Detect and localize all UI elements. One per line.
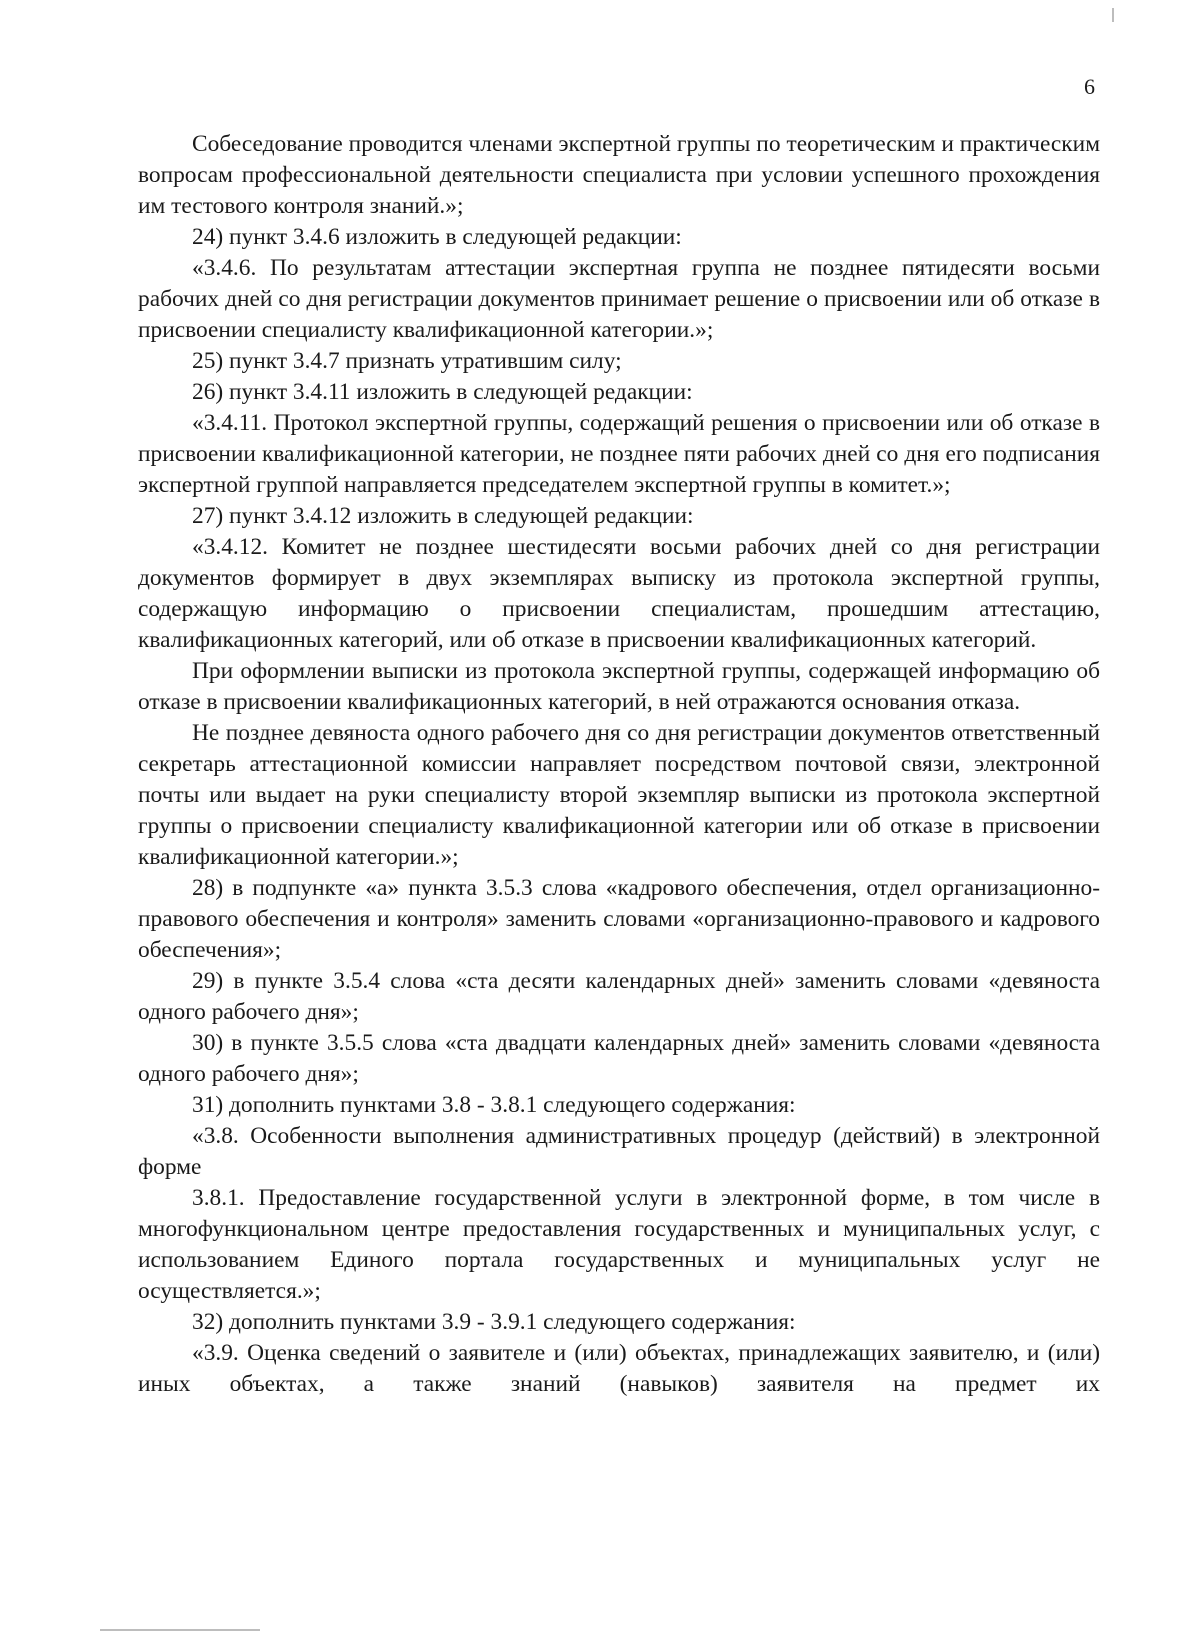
paragraph-3-8-1: 3.8.1. Предоставление государственной услуги в электронной форме, в том числе в многофункциональном центре предоставления государственных и муниципальных услуг, с использованием Единого портала государственных и муниципальных услуг не осуществляется.»; — [138, 1185, 1100, 1304]
paragraph-item-30: 30) в пункте 3.5.5 слова «ста двадцати календарных дней» заменить словами «девяноста одного рабочего дня»; — [138, 1030, 1100, 1087]
scan-mark-top-right — [1112, 8, 1114, 22]
document-body — [138, 129, 1100, 1400]
paragraph-interview: Собеседование проводится членами экспертной группы по теоретическим и практическим вопросам профессиональной деятельности специалиста при условии успешного прохождения им тестового контроля знаний.»; — [138, 131, 1100, 219]
paragraph-item-29: 29) в пункте 3.5.4 слова «ста десяти календарных дней» заменить словами «девяноста одного рабочего дня»; — [138, 968, 1100, 1025]
paragraph-3-4-6: «3.4.6. По результатам аттестации экспертная группа не позднее пятидесяти восьми рабочих дней со дня регистрации документов принимает решение о присвоении или об отказе в присвоении специалисту квалификационной категории.»; — [138, 255, 1100, 343]
paragraph-3-9: «3.9. Оценка сведений о заявителе и (или) объектах, принадлежащих заявителю, и (или) иных объектах, а также знаний (навыков) заявителя на предмет их — [138, 1340, 1100, 1397]
paragraph-item-26: 26) пункт 3.4.11 изложить в следующей редакции: — [192, 379, 693, 405]
scan-mark-bottom-left — [100, 1629, 260, 1631]
paragraph-item-25: 25) пункт 3.4.7 признать утратившим силу; — [192, 348, 622, 374]
paragraph-3-8: «3.8. Особенности выполнения административных процедур (действий) в электронной форме — [138, 1123, 1100, 1180]
paragraph-secretary-delivery: Не позднее девяноста одного рабочего дня со дня регистрации документов ответственный секретарь аттестационной комиссии направляет посредством почтовой связи, электронной почты или выдает на руки специалисту второй экземпляр выписки из протокола экспертной группы о присвоении специалисту квалификационной категории или об отказе в присвоении квалификационной категории.»; — [138, 720, 1100, 870]
paragraph-3-4-12: «3.4.12. Комитет не позднее шестидесяти восьми рабочих дней со дня регистрации документов формирует в двух экземплярах выписку из протокола экспертной группы, содержащую информацию о присвоении специалистам, прошедшим аттестацию, квалификационных категорий, или об отказе в присвоении квалификационных категорий. — [138, 534, 1100, 653]
paragraph-item-31: 31) дополнить пунктами 3.8 - 3.8.1 следующего содержания: — [192, 1092, 796, 1118]
page-number: 6 — [1084, 74, 1095, 99]
paragraph-3-4-11: «3.4.11. Протокол экспертной группы, содержащий решения о присвоении или об отказе в присвоении квалификационной категории, не позднее пяти рабочих дней со дня его подписания экспертной группой направляется председателем экспертной группы в комитет.»; — [138, 410, 1100, 498]
paragraph-item-32: 32) дополнить пунктами 3.9 - 3.9.1 следующего содержания: — [192, 1309, 796, 1335]
paragraph-item-28: 28) в подпункте «а» пункта 3.5.3 слова «кадрового обеспечения, отдел организационно-правового обеспечения и контроля» заменить словами «организационно-правового и кадрового обеспечения»; — [138, 875, 1100, 963]
paragraph-item-24: 24) пункт 3.4.6 изложить в следующей редакции: — [192, 224, 682, 250]
paragraph-extract-refusal: При оформлении выписки из протокола экспертной группы, содержащей информацию об отказе в присвоении квалификационных категорий, в ней отражаются основания отказа. — [138, 658, 1100, 715]
paragraph-item-27: 27) пункт 3.4.12 изложить в следующей редакции: — [192, 503, 694, 529]
